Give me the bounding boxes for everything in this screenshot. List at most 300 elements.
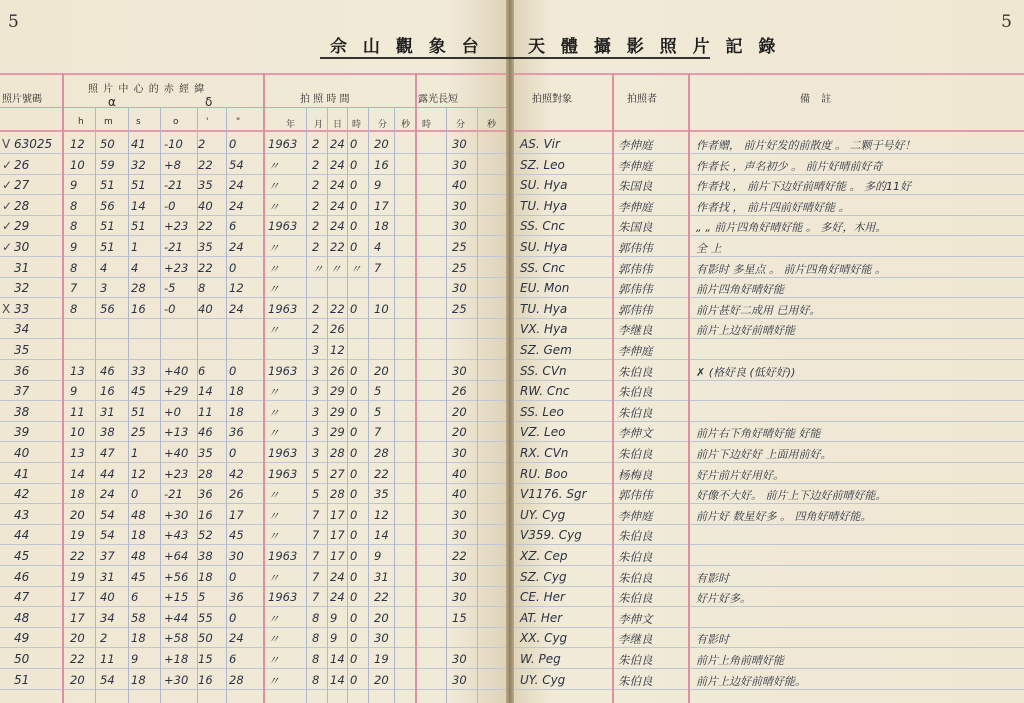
plate-number: 45 — [14, 549, 30, 563]
plate-number: 41 — [14, 466, 30, 481]
target-object: V1176. Sgr — [520, 487, 587, 502]
ra-hours: 20 — [70, 631, 85, 646]
column-rule-thin — [394, 107, 395, 703]
obs-year: 〃 — [268, 405, 280, 420]
ruled-line-left — [0, 297, 506, 298]
ra-minutes: 31 — [100, 569, 115, 584]
ra-seconds: 1 — [131, 240, 139, 254]
obs-day: 17 — [330, 528, 345, 543]
ra-hours: 9 — [70, 178, 78, 193]
target-object: XZ. Cep — [520, 549, 568, 563]
ra-minutes: 47 — [100, 446, 115, 460]
header-time: 拍 照 時 間 — [300, 94, 350, 105]
exposure-minutes: 30 — [452, 157, 467, 172]
column-rule-thin — [160, 107, 161, 703]
remark-text: 作者长 ，声名初少 。 前片好晴前好奇 — [696, 159, 883, 173]
obs-year: 〃 — [268, 488, 280, 503]
exposure-minutes: 30 — [452, 652, 467, 666]
remark-text: 有影时 — [696, 571, 729, 585]
ruled-line-left — [0, 503, 506, 504]
dec-arcmin: 22 — [198, 260, 213, 275]
page-number-left: 5 — [8, 12, 19, 32]
ruled-line-right — [514, 256, 1024, 257]
ra-seconds: 58 — [131, 610, 146, 625]
plate-number: 32 — [14, 281, 30, 296]
ra-hours: 13 — [70, 446, 85, 460]
ra-hours: 9 — [70, 240, 78, 254]
obs-day: 9 — [330, 610, 338, 625]
target-object: W. Peg — [520, 652, 561, 666]
unit-exp-minute: 分 — [456, 120, 466, 130]
header-plate-no: 照片號碼 — [2, 94, 42, 105]
exposure-minutes: 30 — [452, 590, 467, 605]
obs-minute: 30 — [374, 631, 389, 646]
ra-seconds: 18 — [131, 528, 146, 543]
ra-minutes: 51 — [100, 178, 115, 193]
ra-seconds: 33 — [131, 363, 146, 378]
ra-seconds: 18 — [131, 672, 146, 687]
observer-name: 朱伯良 — [618, 385, 653, 400]
ra-seconds: 16 — [131, 301, 146, 316]
ruled-line-right — [514, 338, 1024, 339]
header-remarks: 備 註 — [800, 94, 836, 105]
obs-hour: 0 — [350, 610, 358, 625]
page-title-observatory: 佘 山 觀 象 台 — [330, 37, 484, 57]
dec-degrees: -10 — [164, 137, 183, 151]
ra-hours: 17 — [70, 590, 85, 605]
obs-hour: 0 — [350, 219, 358, 234]
dec-arcmin: 46 — [198, 425, 213, 440]
dec-arcsec: 36 — [229, 425, 244, 440]
obs-month: 2 — [312, 157, 320, 172]
obs-month: 2 — [312, 178, 320, 193]
ruled-line-left — [0, 380, 506, 381]
dec-arcsec: 6 — [229, 219, 237, 234]
observer-name: 朱伯良 — [618, 529, 653, 544]
obs-day: 22 — [330, 240, 345, 254]
target-object: SS. CVn — [520, 363, 567, 378]
ruled-line-left — [0, 441, 506, 442]
target-object: SS. Cnc — [520, 219, 566, 234]
dec-arcmin: 52 — [198, 528, 213, 543]
remark-text: 前片上角前晴好能 — [696, 654, 784, 667]
column-rule — [263, 73, 265, 703]
obs-hour: 0 — [350, 301, 358, 316]
plate-number: 50 — [14, 652, 30, 666]
column-rule — [688, 73, 690, 703]
ra-minutes: 37 — [100, 549, 115, 563]
obs-day: 24 — [330, 219, 345, 234]
column-rule — [62, 73, 64, 703]
dec-degrees: +44 — [164, 610, 189, 625]
unit-seconds: s — [136, 117, 141, 127]
ra-seconds: 25 — [131, 425, 146, 440]
obs-year: 1963 — [268, 137, 298, 151]
dec-degrees: -21 — [164, 240, 183, 254]
ruled-line-left — [0, 215, 506, 216]
observer-name: 李伸庭 — [618, 138, 653, 152]
plate-number: 43 — [14, 507, 30, 522]
unit-exp-second: 秒 — [487, 120, 497, 130]
remark-text: 作者找 ， 前片四前好晴好能 。 — [696, 200, 850, 214]
obs-day: 12 — [330, 343, 345, 357]
dec-arcsec: 36 — [229, 590, 244, 605]
ra-hours: 17 — [70, 610, 85, 625]
ra-minutes: 54 — [100, 672, 115, 687]
ra-seconds: 48 — [131, 549, 146, 563]
dec-arcmin: 2 — [198, 137, 206, 151]
target-object: UY. Cyg — [520, 507, 566, 522]
dec-arcsec: 6 — [229, 652, 237, 666]
observer-name: 朱伯良 — [618, 591, 653, 606]
ruled-line-right — [514, 627, 1024, 628]
target-object: SS. Leo — [520, 404, 564, 419]
dec-arcsec: 54 — [229, 157, 244, 172]
plate-number: 40 — [14, 446, 30, 460]
column-rule-thin — [368, 107, 369, 703]
ra-hours: 11 — [70, 404, 85, 419]
obs-year: 〃 — [268, 261, 280, 276]
exposure-minutes: 20 — [452, 404, 467, 419]
ra-minutes: 34 — [100, 610, 115, 625]
ra-minutes: 56 — [100, 301, 115, 316]
target-object: SS. Cnc — [520, 260, 566, 275]
obs-hour: 0 — [350, 549, 358, 563]
ra-hours: 13 — [70, 363, 85, 378]
plate-number: 26 — [14, 157, 30, 172]
dec-degrees: +23 — [164, 260, 189, 275]
dec-arcmin: 16 — [198, 507, 213, 522]
observer-name: 李伸庭 — [618, 344, 653, 358]
obs-hour: 0 — [350, 652, 358, 666]
obs-hour: 〃 — [350, 261, 362, 276]
ra-seconds: 41 — [131, 137, 146, 151]
ra-seconds: 51 — [131, 219, 146, 234]
unit-hours: h — [78, 117, 84, 127]
plate-number: 28 — [14, 198, 30, 213]
ruled-line-right — [514, 235, 1024, 236]
ruled-line-right — [514, 483, 1024, 484]
exposure-minutes: 30 — [452, 569, 467, 584]
exposure-minutes: 26 — [452, 384, 467, 399]
observer-name: 杨梅良 — [618, 467, 653, 482]
plate-number: 47 — [14, 590, 30, 605]
ra-seconds: 4 — [131, 260, 139, 275]
exposure-minutes: 30 — [452, 198, 467, 213]
header-top-rule-right — [514, 73, 1024, 75]
ra-seconds: 14 — [131, 198, 146, 213]
dec-degrees: -0 — [164, 198, 176, 213]
obs-day: 〃 — [330, 261, 342, 276]
obs-day: 22 — [330, 301, 345, 316]
unit-month: 月 — [314, 120, 324, 130]
ra-hours: 14 — [70, 466, 85, 481]
dec-arcsec: 12 — [229, 281, 244, 296]
obs-year: 〃 — [268, 199, 280, 214]
ra-seconds: 48 — [131, 507, 146, 522]
remark-text: 作者赠， 前片好发的前散度 。 二颗于号好！ — [696, 139, 916, 152]
ra-minutes: 54 — [100, 507, 115, 522]
exposure-minutes: 25 — [452, 260, 467, 275]
remark-text: 前片右下角好晴好能 好能 — [696, 427, 821, 441]
obs-day: 27 — [330, 466, 345, 481]
dec-arcmin: 55 — [198, 610, 213, 625]
dec-arcmin: 40 — [198, 301, 213, 316]
exposure-minutes: 40 — [452, 487, 467, 502]
remark-text: 前片上边好前晴好能。 — [696, 674, 806, 688]
dec-degrees: +56 — [164, 569, 189, 584]
obs-minute: 5 — [374, 384, 382, 399]
ruled-line-left — [0, 647, 506, 648]
dec-arcmin: 38 — [198, 549, 213, 563]
dec-arcmin: 18 — [198, 569, 213, 584]
dec-arcsec: 24 — [229, 301, 244, 316]
column-rule-thin — [95, 107, 96, 703]
observer-name: 郭伟伟 — [618, 241, 653, 255]
ruled-line-right — [514, 586, 1024, 587]
obs-hour: 0 — [350, 404, 358, 419]
obs-month: 〃 — [312, 261, 324, 276]
observer-name: 李伸文 — [618, 611, 653, 626]
dec-degrees: -21 — [164, 178, 183, 193]
dec-degrees: +23 — [164, 466, 189, 481]
ruled-line-right — [514, 174, 1024, 175]
obs-minute: 12 — [374, 507, 389, 522]
ruled-line-right — [514, 318, 1024, 319]
ra-hours: 7 — [70, 281, 78, 296]
obs-minute: 20 — [374, 672, 389, 687]
exposure-minutes: 30 — [452, 281, 467, 296]
obs-year: 〃 — [268, 323, 280, 338]
dec-degrees: +30 — [164, 672, 189, 687]
header-alpha: α — [108, 95, 116, 109]
observer-name: 朱伯良 — [618, 570, 653, 585]
dec-arcsec: 45 — [229, 528, 244, 543]
header-delta: δ — [205, 95, 213, 109]
obs-year: 1963 — [268, 590, 298, 605]
ra-minutes: 46 — [100, 363, 115, 378]
exposure-minutes: 40 — [452, 466, 467, 481]
plate-number: 27 — [14, 178, 30, 193]
obs-month: 2 — [312, 240, 320, 254]
ruled-line-right — [514, 153, 1024, 154]
remark-text: 前片上边好前晴好能 — [696, 324, 795, 338]
observer-name: 朱伯良 — [618, 673, 653, 688]
column-rule-thin — [327, 107, 328, 703]
remark-text: 有影时 多星点 。 前片四角好晴好能 。 — [696, 262, 886, 276]
target-object: XX. Cyg — [520, 631, 568, 646]
obs-minute: 18 — [374, 219, 389, 234]
ra-seconds: 45 — [131, 384, 146, 399]
observer-name: 朱伯良 — [618, 364, 653, 379]
plate-number: 44 — [14, 528, 30, 543]
obs-day: 17 — [330, 549, 345, 563]
obs-hour: 0 — [350, 487, 358, 502]
ruled-line-left — [0, 483, 506, 484]
column-rule-thin — [347, 107, 348, 703]
obs-day: 29 — [330, 384, 345, 399]
dec-arcmin: 5 — [198, 590, 206, 605]
remark-text: ✗ (格好良 (低好好)) — [696, 365, 796, 379]
header-center-coords: 照 片 中 心 的 赤 經 緯 — [88, 84, 206, 95]
obs-month: 5 — [312, 487, 320, 502]
obs-month: 2 — [312, 301, 320, 316]
header-exposure: 露光長短 — [418, 94, 458, 105]
obs-year: 〃 — [268, 673, 280, 688]
plate-number: 39 — [14, 425, 30, 440]
exposure-minutes: 30 — [452, 219, 467, 234]
obs-month: 2 — [312, 322, 320, 337]
obs-month: 3 — [312, 343, 320, 357]
ra-hours: 8 — [70, 301, 78, 316]
dec-degrees: -5 — [164, 281, 176, 296]
dec-arcsec: 0 — [229, 363, 237, 378]
plate-number: 33 — [14, 301, 30, 316]
obs-day: 24 — [330, 198, 345, 213]
obs-minute: 22 — [374, 466, 389, 481]
dec-arcsec: 24 — [229, 240, 244, 254]
obs-month: 7 — [312, 590, 320, 605]
ruled-line-right — [514, 668, 1024, 669]
observer-name: 朱伯良 — [618, 653, 653, 667]
ra-hours: 12 — [70, 137, 85, 151]
ra-hours: 19 — [70, 528, 85, 543]
obs-minute: 20 — [374, 610, 389, 625]
obs-hour: 0 — [350, 569, 358, 584]
obs-day: 24 — [330, 569, 345, 584]
obs-hour: 0 — [350, 672, 358, 687]
obs-year: 1963 — [268, 466, 298, 481]
obs-year: 〃 — [268, 241, 280, 255]
header-mid-rule-left — [0, 107, 506, 108]
remark-text: 好像不大好。 前片上下边好前晴好能。 — [696, 489, 887, 503]
ra-seconds: 12 — [131, 466, 146, 481]
ruled-line-right — [514, 544, 1024, 545]
obs-month: 2 — [312, 137, 320, 151]
ruled-line-right — [514, 380, 1024, 381]
observer-name: 郭伟伟 — [618, 282, 653, 297]
obs-day: 14 — [330, 652, 345, 666]
ruled-line-left — [0, 606, 506, 607]
exposure-minutes: 25 — [452, 301, 467, 316]
target-object: V359. Cyg — [520, 528, 582, 543]
unit-day: 日 — [333, 120, 343, 130]
ruled-line-left — [0, 524, 506, 525]
ra-hours: 8 — [70, 260, 78, 275]
check-mark: V — [2, 137, 11, 151]
obs-year: 1963 — [268, 446, 298, 460]
ruled-line-right — [514, 524, 1024, 525]
ruled-line-right — [514, 565, 1024, 566]
dec-arcsec: 18 — [229, 404, 244, 419]
ruled-line-left — [0, 277, 506, 278]
column-rule-thin — [477, 107, 478, 703]
dec-arcsec: 0 — [229, 610, 237, 625]
obs-month: 8 — [312, 631, 320, 646]
book-gutter — [506, 0, 514, 703]
dec-arcmin: 8 — [198, 281, 206, 296]
column-rule-thin — [128, 107, 129, 703]
plate-number: 35 — [14, 343, 30, 357]
ruled-line-left — [0, 544, 506, 545]
dec-arcsec: 24 — [229, 198, 244, 213]
dec-arcsec: 42 — [229, 466, 244, 481]
exposure-minutes: 40 — [452, 178, 467, 193]
obs-month: 7 — [312, 569, 320, 584]
dec-arcsec: 17 — [229, 507, 244, 522]
ruled-line-left — [0, 462, 506, 463]
ra-minutes: 50 — [100, 137, 115, 151]
ruled-line-left — [0, 689, 506, 690]
obs-month: 3 — [312, 384, 320, 399]
obs-month: 3 — [312, 363, 320, 378]
ra-minutes: 11 — [100, 652, 115, 666]
observer-name: 朱国良 — [618, 220, 653, 235]
obs-minute: 10 — [374, 301, 389, 316]
dec-arcmin: 11 — [198, 404, 213, 419]
dec-arcmin: 36 — [198, 487, 213, 502]
ruled-line-left — [0, 153, 506, 154]
ra-hours: 10 — [70, 425, 85, 440]
exposure-minutes: 30 — [452, 363, 467, 378]
target-object: EU. Mon — [520, 281, 570, 296]
plate-number: 37 — [14, 384, 30, 399]
dec-arcsec: 26 — [229, 487, 244, 502]
remark-text: 有影时 — [696, 633, 729, 647]
dec-arcmin: 50 — [198, 631, 213, 646]
ruled-line-right — [514, 297, 1024, 298]
remark-text: „ „ 前片四角好晴好能 。 多好，木用。 — [696, 221, 887, 235]
obs-year: 1963 — [268, 219, 298, 234]
ruled-line-left — [0, 338, 506, 339]
ruled-line-right — [514, 689, 1024, 690]
plate-number: 36 — [14, 363, 30, 378]
dec-degrees: +40 — [164, 446, 189, 460]
obs-hour: 0 — [350, 240, 358, 254]
ra-minutes: 24 — [100, 487, 115, 502]
target-object: CE. Her — [520, 590, 565, 605]
observer-name: 李伸文 — [618, 426, 653, 441]
dec-arcsec: 24 — [229, 178, 244, 193]
obs-hour: 0 — [350, 466, 358, 481]
plate-number: 31 — [14, 260, 30, 275]
obs-hour: 0 — [350, 446, 358, 460]
ra-minutes: 54 — [100, 528, 115, 543]
ruled-line-right — [514, 400, 1024, 401]
dec-degrees: +40 — [164, 363, 189, 378]
ra-hours: 18 — [70, 487, 85, 502]
ruled-line-left — [0, 235, 506, 236]
obs-minute: 4 — [374, 240, 382, 254]
obs-day: 29 — [330, 425, 345, 440]
ra-hours: 8 — [70, 219, 78, 234]
obs-month: 3 — [312, 425, 320, 440]
obs-year: 〃 — [268, 426, 280, 441]
exposure-minutes: 30 — [452, 672, 467, 687]
unit-arcmin: ' — [206, 117, 209, 127]
exposure-minutes: 20 — [452, 425, 467, 440]
obs-month: 2 — [312, 198, 320, 213]
unit-minutes: m — [104, 117, 113, 127]
obs-minute: 9 — [374, 549, 382, 563]
obs-day: 26 — [330, 363, 345, 378]
page-title-record: 天 體 攝 影 照 片 記 錄 — [528, 37, 781, 57]
obs-day: 24 — [330, 137, 345, 151]
dec-arcmin: 28 — [198, 466, 213, 481]
ra-seconds: 51 — [131, 178, 146, 193]
ruled-line-right — [514, 194, 1024, 195]
obs-year: 〃 — [268, 632, 280, 647]
